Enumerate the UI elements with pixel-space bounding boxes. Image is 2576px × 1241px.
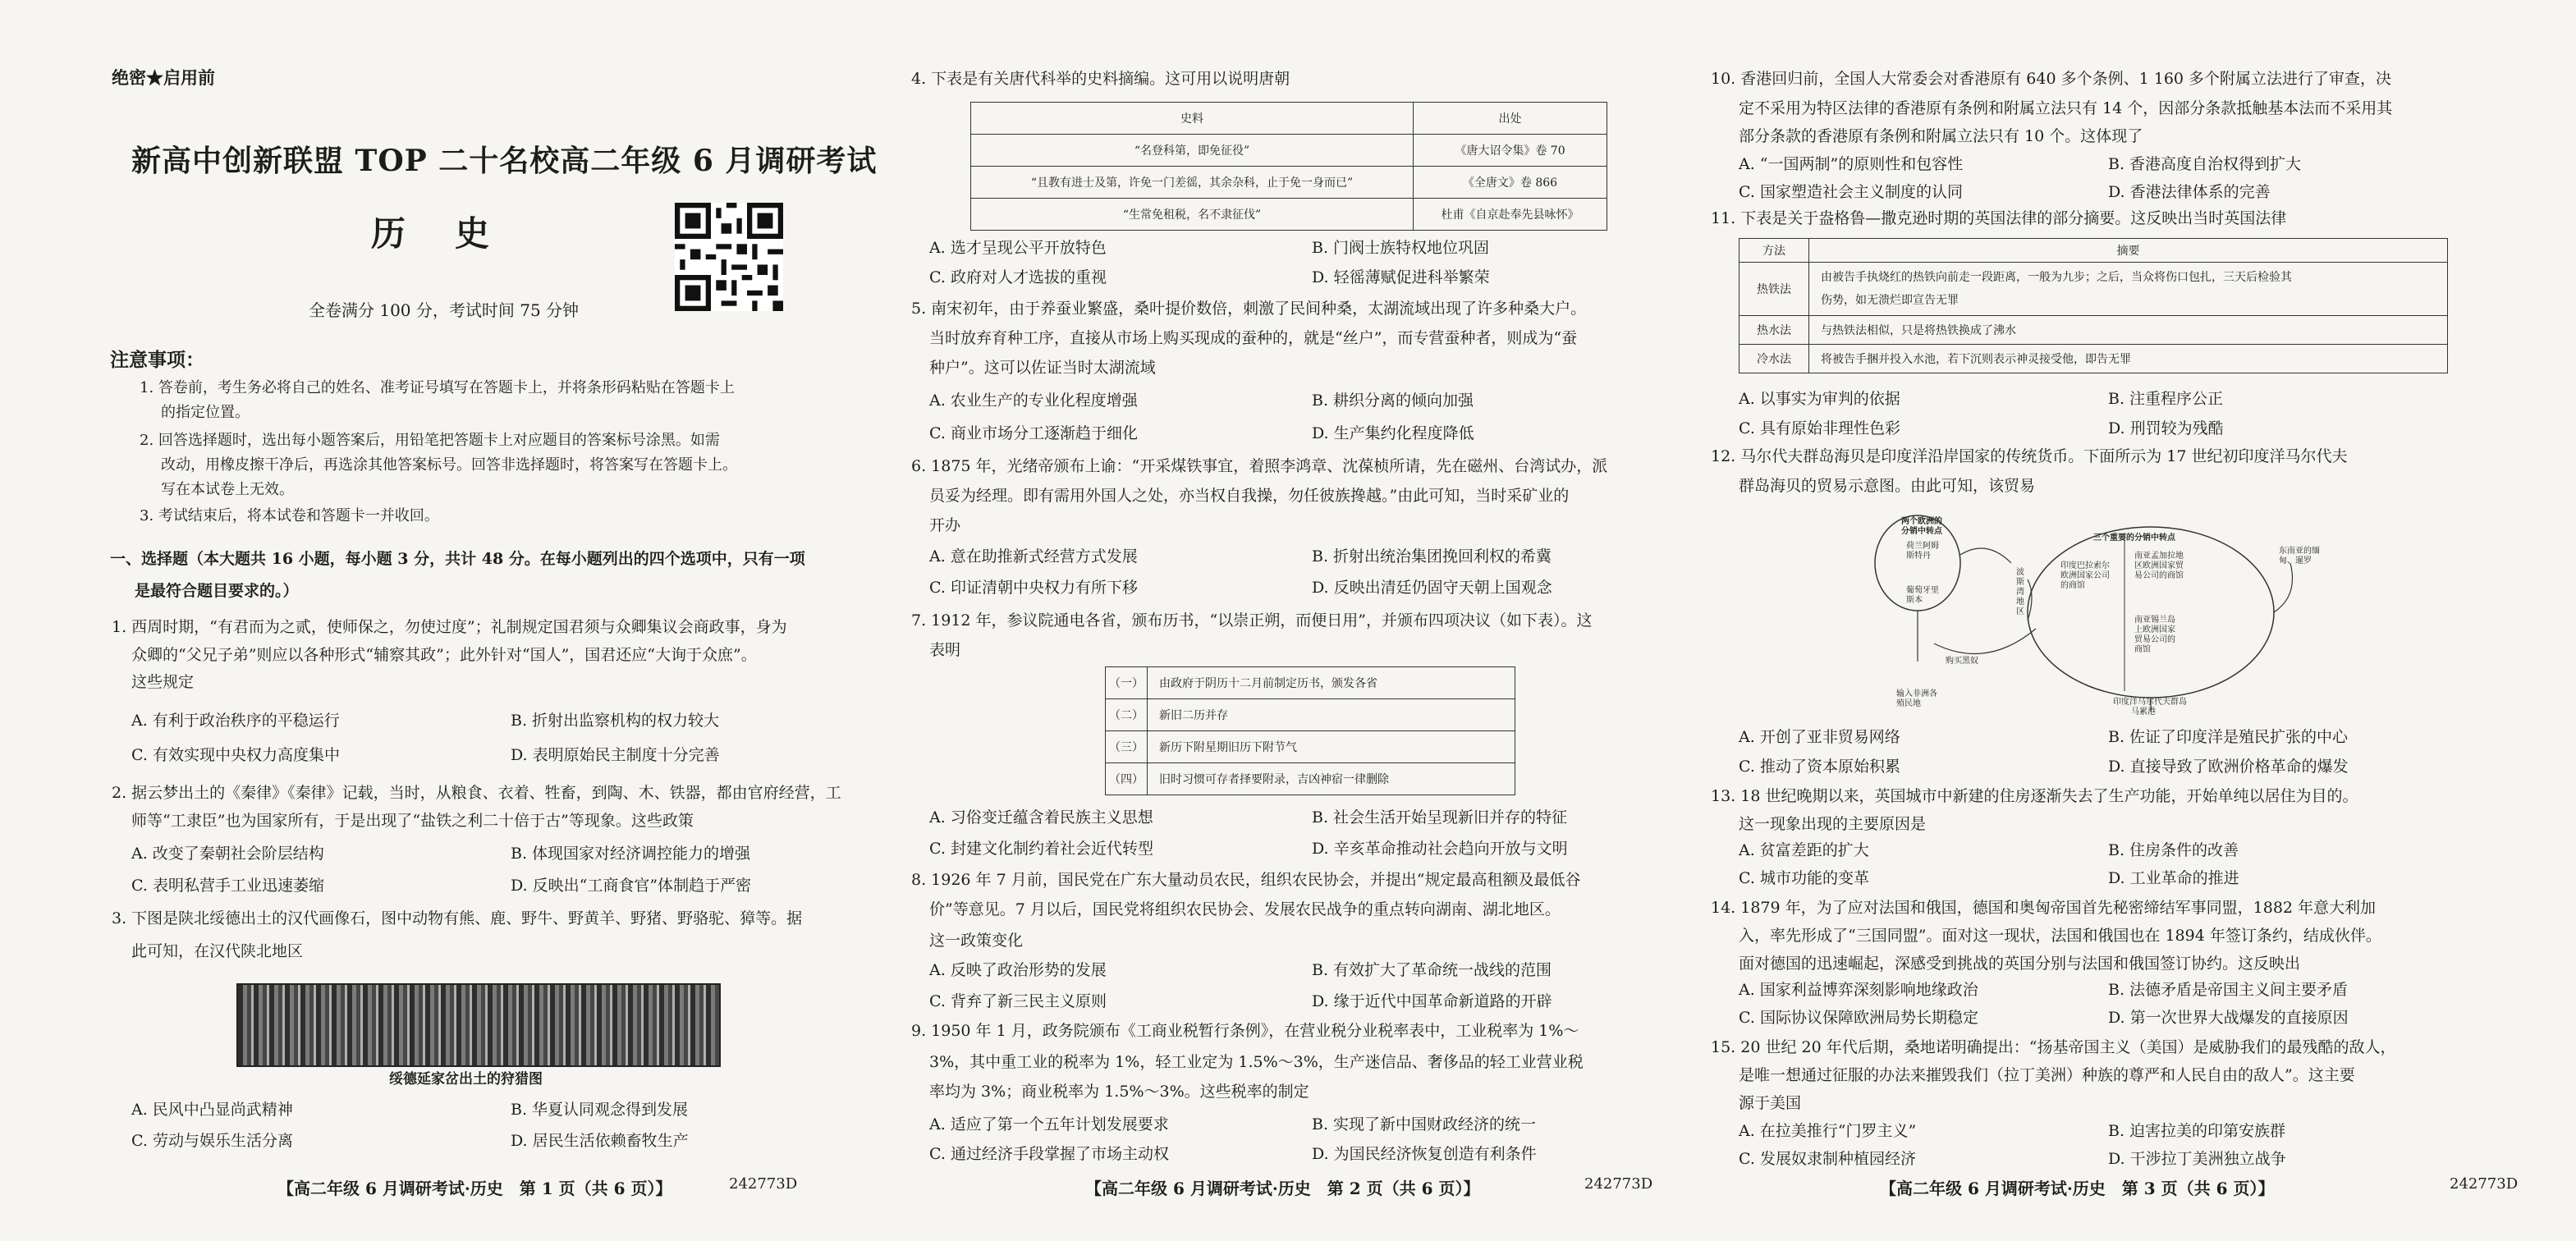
option-c[interactable]: C. 推动了资本原始积累 (1739, 758, 1900, 776)
table-cell: 由政府于阴历十二月前制定历书，颁发各省 (1148, 667, 1515, 699)
label-persian-gulf: 区 (2016, 607, 2024, 616)
option-c[interactable]: C. 印证清朝中央权力有所下移 (929, 579, 1138, 597)
center-title: 三个重要的分销中转点 (2093, 533, 2175, 543)
option-d[interactable]: D. 工业革命的推进 (2108, 869, 2239, 887)
option-d[interactable]: D. 刑罚较为残酷 (2108, 419, 2224, 437)
page-2 (862, 0, 1691, 1241)
option-c[interactable]: C. 商业市场分工逐渐趋于细化 (929, 424, 1138, 442)
exam-code: 242773D (2450, 1175, 2519, 1193)
table-cell: 新旧二历并存 (1148, 699, 1515, 731)
option-d[interactable]: D. 反映出“工商食官”体制趋于严密 (511, 877, 752, 895)
table-cell (1809, 263, 2448, 316)
table-header: 史料 (971, 103, 1414, 135)
table-cell: 将被告手捆并投入水池，若下沉则表示神灵接受他，即告无罪 (1809, 345, 2448, 373)
option-b[interactable]: B. 门阀士族特权地位巩固 (1312, 239, 1490, 257)
label-burma-siam: 甸、暹罗 (2279, 556, 2312, 566)
option-b[interactable]: B. 有效扩大了革命统一战线的范围 (1312, 961, 1552, 979)
question-8: 价”等意见。7 月以后，国民党将组织农民协会、发展农民战争的重点转向湖南、湖北地区。 (929, 900, 1561, 918)
table-row (1739, 345, 2448, 373)
option-d[interactable]: D. 直接导致了欧洲价格革命的爆发 (2108, 758, 2349, 776)
option-a[interactable]: A. 在拉美推行“门罗主义” (1739, 1122, 1917, 1140)
option-d[interactable]: D. 轻徭薄赋促进科举繁荣 (1312, 268, 1490, 286)
question-14: 14. 1879 年，为了应对法国和俄国，德国和奥匈帝国首先秘密缔结军事同盟，1882 年意大利加 (1711, 899, 2377, 917)
option-c[interactable]: C. 政府对人才选拔的重视 (929, 268, 1107, 286)
subject-title: 历史 (371, 213, 539, 254)
question-15: 是唯一想通过征服的办法来摧毁我们（拉丁美洲）种族的尊严和人民自由的敌人”。这主要 (1739, 1066, 2355, 1084)
option-a[interactable]: A. 开创了亚非贸易网络 (1739, 728, 1900, 746)
option-a[interactable]: A. 贫富差距的扩大 (1739, 841, 1869, 859)
option-c[interactable]: C. 国家塑造社会主义制度的认同 (1739, 183, 1963, 201)
option-d[interactable]: D. 干涉拉丁美洲独立战争 (2108, 1150, 2286, 1168)
table-row (1106, 699, 1515, 731)
question-5: 当时放弃育种工序，直接从市场上购买现成的蚕种的，就是“丝户”，而专营蚕种者，则成为“蚕 (929, 329, 1578, 347)
question-5: 种户”。这可以佐证当时太湖流域 (929, 359, 1156, 377)
option-d[interactable]: D. 表明原始民主制度十分完善 (511, 746, 720, 764)
question-13: 这一现象出现的主要原因是 (1739, 815, 1927, 833)
option-b[interactable]: B. 住房条件的改善 (2108, 841, 2239, 859)
exam-code: 242773D (729, 1175, 798, 1193)
label-ceylon: 上欧洲国家 (2134, 625, 2175, 634)
table-cell: “生常免租税，名不隶征伐” (971, 199, 1414, 231)
table-cell: 杜甫《自京赴奉先县咏怀》 (1414, 199, 1607, 231)
option-c[interactable]: C. 有效实现中央权力高度集中 (131, 746, 340, 764)
q4-source-table (970, 102, 1607, 231)
table-cell: “且教有进士及第，许免一门差徭，其余杂科，止于免一身而已” (971, 167, 1414, 199)
note-line: 写在本试卷上无效。 (161, 481, 294, 498)
page-footer: 【高二年级 6 月调研考试·历史 第 3 页（共 6 页）】 (1880, 1179, 2275, 1198)
exam-code: 242773D (1584, 1175, 1653, 1193)
q11-law-table (1739, 238, 2448, 373)
label-balasore: 印度巴拉索尔 (2060, 561, 2110, 570)
question-8: 8. 1926 年 7 月前，国民党在广东大量动员农民，组织农民协会，并提出“规定最高租额及最低谷 (911, 871, 1581, 889)
label-bengal: 区欧洲国家贸 (2134, 561, 2184, 570)
option-c[interactable]: C. 表明私营手工业迅速萎缩 (131, 877, 324, 895)
left-title: 两个欧洲的 (1901, 517, 1942, 526)
left-title: 分销中转点 (1901, 527, 1942, 536)
label-ceylon: 贸易公司的 (2134, 635, 2175, 644)
question-7: 7. 1912 年，参议院通电各省，颁布历书，“以崇正朔，而便日用”，并颁布四项决议（如下表）。这 (911, 611, 1593, 630)
question-3: 此可知，在汉代陕北地区 (131, 942, 304, 960)
option-b[interactable]: B. 体现国家对经济调控能力的增强 (511, 845, 751, 863)
question-9: 率均为 3%；商业税率为 1.5%～3%。这些税率的制定 (929, 1083, 1309, 1101)
table-row (1106, 667, 1515, 699)
exam-meta: 全卷满分 100 分，考试时间 75 分钟 (309, 300, 580, 320)
question-1: 1. 西周时期，“有君而为之贰，使师保之，勿使过度”；礼制规定国君须与众卿集议会商政事，身为 (112, 618, 787, 636)
option-b[interactable]: B. 香港高度自治权得到扩大 (2108, 155, 2302, 173)
option-b[interactable]: B. 实现了新中国财政经济的统一 (1312, 1115, 1537, 1133)
question-12: 12. 马尔代夫群岛海贝是印度洋沿岸国家的传统货币。下面所示为 17 世纪初印度洋马尔代夫 (1711, 447, 2348, 465)
question-13: 13. 18 世纪晚期以来，英国城市中新建的住房逐渐失去了生产功能，开始单纯以居住为目的。 (1711, 787, 2358, 805)
table-header: 摘要 (1809, 239, 2448, 263)
table-cell: 《唐大诏令集》卷 70 (1414, 135, 1607, 167)
table-cell: 热铁法 (1739, 263, 1809, 316)
label-african-colonies: 殖民地 (1896, 699, 1921, 708)
table-cell: （一） (1106, 667, 1148, 699)
option-b[interactable]: B. 折射出监察机构的权力较大 (511, 712, 720, 730)
question-14: 入，率先形成了“三国同盟”。面对这一现状，法国和俄国也在 1894 年签订条约，结成伙伴。 (1739, 927, 2381, 945)
option-c[interactable]: C. 封建文化制约着社会近代转型 (929, 840, 1153, 858)
han-relief-image (236, 983, 721, 1067)
flow-arrow (1934, 629, 2036, 653)
table-row (971, 167, 1607, 199)
table-cell: 旧时习惯可存者择要附录，吉凶神宿一律删除 (1148, 763, 1515, 795)
option-b[interactable]: B. 佐证了印度洋是殖民扩张的中心 (2108, 728, 2349, 746)
section-heading: 一、选择题（本大题共 16 小题，每小题 3 分，共计 48 分。在每小题列出的四个选项中，只有一项 (110, 550, 805, 568)
note-line: 的指定位置。 (161, 404, 250, 421)
option-a[interactable]: A. 改变了秦朝社会阶层结构 (131, 845, 324, 863)
option-a[interactable]: A. “一国两制”的原则性和包容性 (1739, 155, 1964, 173)
label-lisbon: 斯本 (1906, 596, 1923, 605)
question-10: 10. 香港回归前，全国人大常委会对香港原有 640 多个条例、1 160 多个附属立法进行了审查，决 (1711, 70, 2392, 88)
option-b[interactable]: B. 迫害拉美的印第安族群 (2108, 1122, 2286, 1140)
label-persian-gulf: 湾 (2016, 588, 2024, 597)
label-ceylon: 商馆 (2134, 645, 2151, 654)
option-a[interactable]: A. 民风中凸显尚武精神 (131, 1101, 293, 1119)
question-15: 15. 20 世纪 20 年代后期，桑地诺明确提出：“扬基帝国主义（美国）是威胁我们的最残酷的敌人， (1711, 1038, 2396, 1056)
question-1: 众卿的“父兄子弟”则应以各种形式“辅察其政”；此外针对“国人”，国君还应“大询于众庶”。 (131, 646, 757, 664)
page-3 (1691, 0, 2576, 1241)
option-b[interactable]: B. 注重程序公正 (2108, 390, 2224, 408)
table-row (1106, 763, 1515, 795)
question-7: 表明 (929, 641, 961, 659)
note-line: 3. 考试结束后，将本试卷和答题卡一并收回。 (140, 507, 439, 524)
table-row (971, 135, 1607, 167)
label-lisbon: 葡萄牙里 (1906, 586, 1939, 595)
table-cell: 新历下附星期旧历下附节气 (1148, 731, 1515, 763)
label-male-port: 马累港 (2131, 708, 2156, 716)
flow-arrow (2274, 563, 2293, 612)
label-african-colonies: 输入非洲各 (1896, 689, 1937, 698)
option-a[interactable]: A. 农业生产的专业化程度增强 (929, 392, 1138, 410)
option-a[interactable]: A. 选才呈现公平开放特色 (929, 239, 1107, 257)
question-4: 4. 下表是有关唐代科举的史料摘编。这可用以说明唐朝 (911, 70, 1290, 88)
option-d[interactable]: D. 居民生活依赖畜牧生产 (511, 1132, 689, 1150)
label-ceylon: 南亚锡兰岛 (2134, 616, 2175, 625)
label-bengal: 易公司的商馆 (2134, 571, 2184, 580)
option-b[interactable]: B. 华夏认同观念得到发展 (511, 1101, 689, 1119)
page-footer: 【高二年级 6 月调研考试·历史 第 1 页（共 6 页）】 (277, 1179, 672, 1198)
question-6: 开办 (929, 516, 961, 534)
option-d[interactable]: D. 第一次世界大战爆发的直接原因 (2108, 1009, 2349, 1027)
question-9: 3%，其中重工业的税率为 1%，轻工业定为 1.5%～3%，生产迷信品、奢侈品的轻工业营业税 (929, 1053, 1584, 1071)
question-12: 群岛海贝的贸易示意图。由此可知，该贸易 (1739, 477, 2036, 495)
note-line: 1. 答卷前，考生务必将自己的姓名、准考证号填写在答题卡上，并将条形码粘贴在答题卡上 (140, 379, 735, 396)
table-row (1739, 316, 2448, 345)
table-cell-line: 由被告手执烧红的热铁向前走一段距离，一般为九步；之后，当众将伤口包扎，三天后检验其 (1821, 271, 2292, 284)
label-amsterdam: 斯特丹 (1906, 552, 1931, 561)
option-a[interactable]: A. 以事实为审判的依据 (1739, 390, 1900, 408)
label-male-port: 印度洋马尔代夫群岛 (2113, 698, 2187, 707)
question-2: 师等“工隶臣”也为国家所有，于是出现了“盐铁之利二十倍于古”等现象。这些政策 (131, 812, 694, 830)
table-row (971, 199, 1607, 231)
section-heading: 是最符合题目要求的。） (135, 582, 299, 600)
table-cell: 冷水法 (1739, 345, 1809, 373)
label-balasore: 欧洲国家公司 (2060, 571, 2110, 580)
note-line: 改动，用橡皮擦干净后，再选涂其他答案标号。回答非选择题时，将答案写在答题卡上。 (161, 456, 737, 474)
option-b[interactable]: B. 法德矛盾是帝国主义间主要矛盾 (2108, 981, 2349, 999)
option-a[interactable]: A. 国家利益博弈深刻影响地缘政治 (1739, 981, 1978, 999)
option-a[interactable]: A. 习俗变迁蕴含着民族主义思想 (929, 808, 1153, 827)
option-c[interactable]: C. 发展奴隶制种植园经济 (1739, 1150, 1916, 1168)
table-header: 方法 (1739, 239, 1809, 263)
question-9: 9. 1950 年 1 月，政务院颁布《工商业税暂行条例》，在营业税分业税率表中，工业税率为 1%～ (911, 1022, 1579, 1040)
option-c[interactable]: C. 劳动与娱乐生活分离 (131, 1132, 293, 1150)
question-11: 11. 下表是关于盎格鲁—撒克逊时期的英国法律的部分摘要。这反映出当时英国法律 (1711, 209, 2287, 227)
table-cell: （二） (1106, 699, 1148, 731)
option-c[interactable]: C. 背弃了新三民主义原则 (929, 992, 1107, 1010)
qr-code-icon (675, 203, 783, 311)
option-d[interactable]: D. 反映出清廷仍固守天朝上国观念 (1312, 579, 1552, 597)
question-15: 源于美国 (1739, 1094, 1802, 1112)
question-10: 部分条款的香港原有条例和附属立法只有 10 个。这体现了 (1739, 127, 2143, 145)
cowrie-trade-diagram (1863, 506, 2323, 716)
label-amsterdam: 荷兰阿姆 (1906, 542, 1939, 551)
option-c[interactable]: C. 国际协议保障欧洲局势长期稳定 (1739, 1009, 1978, 1027)
question-6: 员妥为经理。即有需用外国人之处，亦当权自我操，勿任彼族搀越。”由此可知，当时采矿业的 (929, 487, 1570, 505)
label-persian-gulf: 波 (2016, 568, 2024, 577)
table-cell: 《全唐文》卷 866 (1414, 167, 1607, 199)
option-d[interactable]: D. 生产集约化程度降低 (1312, 424, 1474, 442)
label-balasore: 的商馆 (2060, 581, 2085, 590)
option-b[interactable]: B. 社会生活开始呈现新旧并存的特征 (1312, 808, 1568, 827)
table-cell-line: 伤势，如无溃烂即宣告无罪 (1821, 294, 1959, 307)
notes-heading: 注意事项： (110, 349, 204, 371)
option-a[interactable]: A. 有利于政治秩序的平稳运行 (131, 712, 340, 730)
label-persian-gulf: 斯 (2016, 578, 2024, 587)
option-a[interactable]: A. 适应了第一个五年计划发展要求 (929, 1115, 1169, 1133)
exam-title: 新高中创新联盟 TOP 二十名校高二年级 6 月调研考试 (131, 144, 878, 178)
label-burma-siam: 东南亚的缅 (2279, 547, 2320, 556)
flow-arrow (1960, 548, 2011, 563)
table-row (1739, 263, 2448, 316)
label-persian-gulf: 地 (2016, 598, 2024, 607)
option-c[interactable]: C. 通过经济手段掌握了市场主动权 (929, 1145, 1169, 1163)
table-row (1106, 731, 1515, 763)
table-cell: “名登科第，即免征役” (971, 135, 1414, 167)
option-b[interactable]: B. 折射出统治集团挽回利权的希冀 (1312, 547, 1552, 566)
question-2: 2. 据云梦出土的《秦律》《秦律》记载，当时，从粮食、衣着、牲畜，到陶、木、铁器，都由官府经营，工 (112, 784, 841, 802)
question-10: 定不采用为特区法律的香港原有条例和附属立法只有 14 个，因部分条款抵触基本法而不采用其 (1739, 99, 2393, 117)
question-8: 这一政策变化 (929, 932, 1024, 950)
question-5: 5. 南宋初年，由于养蚕业繁盛，桑叶提价数倍，刺激了民间种桑，太湖流域出现了许多种桑大户。 (911, 300, 1587, 318)
question-1: 这些规定 (131, 673, 195, 691)
table-cell: 与热铁法相似，只是将热铁换成了沸水 (1809, 316, 2448, 345)
question-14: 面对德国的迅速崛起，深感受到挑战的英国分别与法国和俄国签订协约。这反映出 (1739, 955, 2301, 973)
option-d[interactable]: D. 为国民经济恢复创造有利条件 (1312, 1145, 1537, 1163)
question-6: 6. 1875 年，光绪帝颁布上谕：“开采煤铁事宜，着照李鸿章、沈葆桢所请，先在磁州、台湾试办，派 (911, 457, 1608, 475)
option-b[interactable]: B. 耕织分离的倾向加强 (1312, 392, 1474, 410)
table-cell: （四） (1106, 763, 1148, 795)
label-buy-slaves: 购买黑奴 (1946, 657, 1978, 666)
note-line: 2. 回答选择题时，选出每小题答案后，用铅笔把答题卡上对应题目的答案标号涂黑。如需 (140, 432, 720, 449)
option-d[interactable]: D. 缘于近代中国革命新道路的开辟 (1312, 992, 1552, 1010)
option-c[interactable]: C. 具有原始非理性色彩 (1739, 419, 1900, 437)
page-footer: 【高二年级 6 月调研考试·历史 第 2 页（共 6 页）】 (1085, 1179, 1480, 1198)
table-cell: （三） (1106, 731, 1148, 763)
option-c[interactable]: C. 城市功能的变革 (1739, 869, 1869, 887)
label-bengal: 南亚孟加拉地 (2134, 552, 2184, 561)
option-d[interactable]: D. 辛亥革命推动社会趋向开放与文明 (1312, 840, 1568, 858)
option-a[interactable]: A. 意在助推新式经营方式发展 (929, 547, 1138, 566)
table-header: 出处 (1414, 103, 1607, 135)
option-a[interactable]: A. 反映了政治形势的发展 (929, 961, 1107, 979)
question-3: 3. 下图是陕北绥德出土的汉代画像石，图中动物有熊、鹿、野牛、野黄羊、野猪、野骆驼、獐等。据 (112, 909, 803, 927)
q7-resolution-table (1105, 666, 1515, 795)
option-d[interactable]: D. 香港法律体系的完善 (2108, 183, 2271, 201)
table-cell: 热水法 (1739, 316, 1809, 345)
confidential-label: 绝密★启用前 (112, 67, 215, 88)
image-caption: 绥德延家岔出土的狩猎图 (389, 1071, 543, 1088)
page-1 (0, 0, 878, 1241)
